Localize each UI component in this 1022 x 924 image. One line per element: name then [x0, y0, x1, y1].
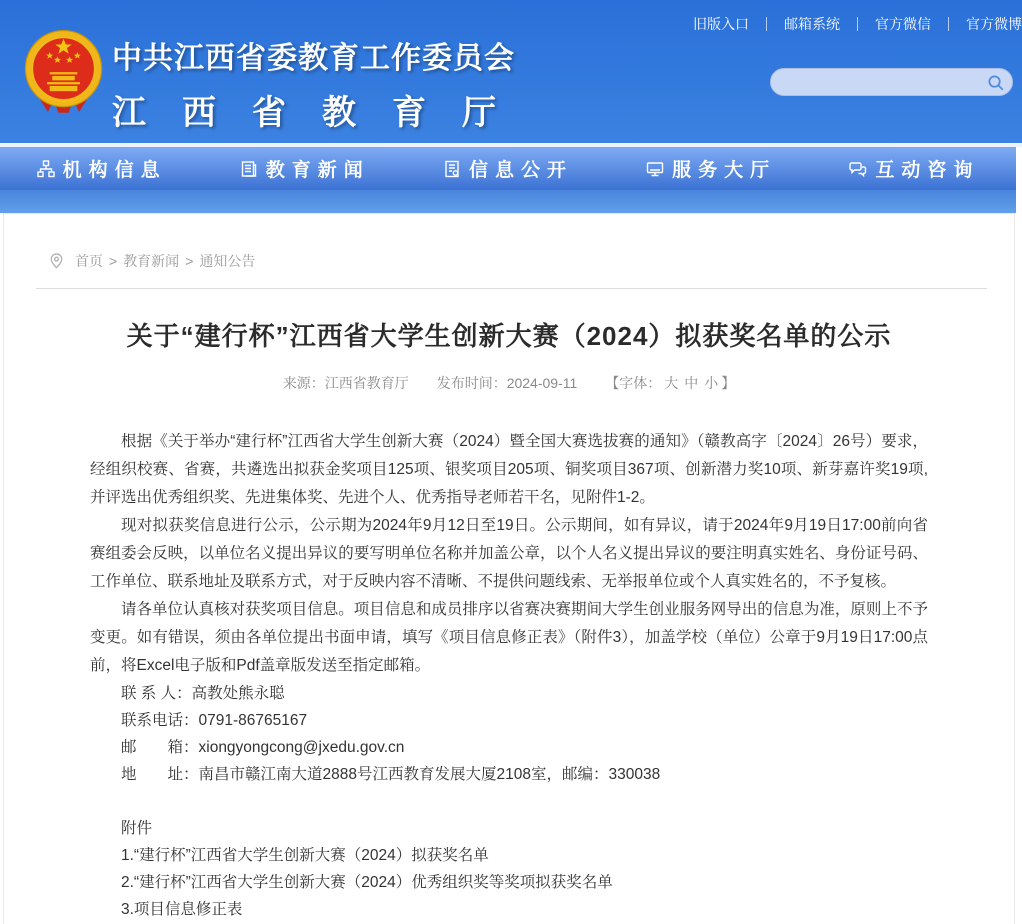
breadcrumb [47, 251, 1014, 271]
nav-item-org-info[interactable] [0, 147, 203, 190]
topbar-link-official-weibo[interactable]: 官方微博 [966, 16, 1022, 32]
breadcrumb-home[interactable]: 首页 [75, 253, 103, 269]
paragraph: 根据《关于举办“建行杯”江西省大学生创新大赛（2024）暨全国大赛选拔赛的通知》（赣教高字〔2024〕26号）要求，经组织校赛、省赛，共遴选出拟获金奖项目125项、银奖项目205项、铜奖项目367项、创新潜力奖10项、新芽嘉许奖19项,并评选出优秀组织奖、先进集体奖、先进个人、优秀指导老师若干名，见附件1-2。 [90, 433, 928, 506]
font-size-label-end: 】 [721, 375, 736, 391]
news-icon [240, 160, 258, 178]
search-button[interactable] [984, 68, 1012, 96]
attachment-link-3[interactable]: 3.项目信息修正表 [121, 901, 243, 918]
attachment-link-2[interactable]: 2.“建行杯”江西省大学生创新大赛（2024）优秀组织奖等奖项拟获奖名单 [121, 874, 613, 891]
nav-label: 信息公开 [468, 160, 573, 181]
separator [766, 17, 767, 31]
contact-address-line: 地 址：南昌市赣江南大道2888号江西教育发展大厦2108室，邮编：330038 [121, 766, 661, 783]
contact-person-line: 联 系 人：高教处熊永聪 [121, 685, 285, 702]
contact-email-line: 邮 箱：xiongyongcong@jxedu.gov.cn [121, 739, 405, 756]
main-nav [0, 147, 1016, 190]
breadcrumb-divider [36, 288, 987, 289]
breadcrumb-notices[interactable]: 通知公告 [199, 253, 256, 269]
nav-label: 机构信息 [62, 160, 167, 181]
topbar-link-mail-system[interactable]: 邮箱系统 [784, 16, 840, 32]
nav-item-info-disclosure[interactable] [406, 147, 609, 190]
search-box[interactable] [770, 68, 1013, 96]
nav-item-service-hall[interactable] [610, 147, 813, 190]
breadcrumb-separator: > [185, 253, 194, 269]
article-title: 关于“建行杯”江西省大学生创新大赛（2024）拟获奖名单的公示 [126, 321, 892, 351]
content-card [3, 213, 1015, 924]
search-input[interactable] [771, 69, 984, 95]
national-emblem-logo [20, 28, 107, 118]
font-size-medium-button[interactable]: 中 [684, 375, 699, 391]
org-title-line1: 中共江西省委教育工作委员会 [112, 42, 515, 75]
info-open-icon [443, 160, 461, 178]
font-size-control [605, 373, 735, 393]
chat-icon [849, 160, 867, 178]
nav-item-interactive-consult[interactable] [813, 147, 1016, 190]
paragraph: 请各单位认真核对获奖项目信息。项目信息和成员排序以省赛决赛期间大学生创业服务网导出的信息为准，原则上不予变更。如有错误，须由各单位提出书面申请，填写《项目信息修正表》（附件3），加盖学校（单位）公章于9月19日17:00点前，将Excel电子版和Pdf盖章版发送至指定邮箱。 [90, 601, 928, 674]
font-size-large-button[interactable]: 大 [664, 375, 679, 391]
location-pin-icon [47, 252, 66, 271]
separator [857, 17, 858, 31]
nav-item-education-news[interactable] [203, 147, 406, 190]
topbar-link-official-wechat[interactable]: 官方微信 [875, 16, 931, 32]
search-icon [987, 74, 1004, 91]
topbar-links [693, 14, 1022, 34]
site-titles [112, 33, 532, 134]
separator [948, 17, 949, 31]
service-hall-icon [646, 160, 664, 178]
org-title-line2: 江西省教育厅 [112, 94, 532, 132]
org-chart-icon [37, 160, 55, 178]
nav-label: 教育新闻 [265, 160, 370, 181]
topbar-link-old-version[interactable]: 旧版入口 [693, 16, 749, 32]
article-source: 来源：江西省教育厅 [282, 375, 409, 391]
sub-nav-band [0, 190, 1016, 213]
attachments-title: 附件 [121, 820, 153, 837]
font-size-small-button[interactable]: 小 [704, 375, 719, 391]
nav-label: 服务大厅 [672, 160, 777, 181]
attachment-link-1[interactable]: 1.“建行杯”江西省大学生创新大赛（2024）拟获奖名单 [121, 847, 489, 864]
paragraph: 现对拟获奖信息进行公示，公示期为2024年9月12日至19日。公示期间，如有异议，请于2024年9月19日17:00前向省赛组委会反映，以单位名义提出异议的要写明单位名称并加盖公章，以个人名义提出异议的要注明真实姓名、身份证号码、工作单位、联系地址及联系方式，对于反映内容不清晰、不提供问题线索、无举报单位或个人真实姓名的，不予复核。 [90, 517, 928, 590]
article-meta [4, 373, 1014, 393]
article-publish-time: 发布时间：2024-09-11 [436, 375, 578, 391]
nav-label: 互动咨询 [875, 160, 980, 181]
font-size-label: 【字体： [605, 375, 662, 391]
breadcrumb-education-news[interactable]: 教育新闻 [123, 253, 180, 269]
breadcrumb-separator: > [109, 253, 118, 269]
contact-phone-line: 联系电话：0791-86765167 [121, 712, 308, 729]
spacer [90, 788, 928, 815]
article-body [4, 428, 1014, 923]
site-header [0, 0, 1022, 143]
